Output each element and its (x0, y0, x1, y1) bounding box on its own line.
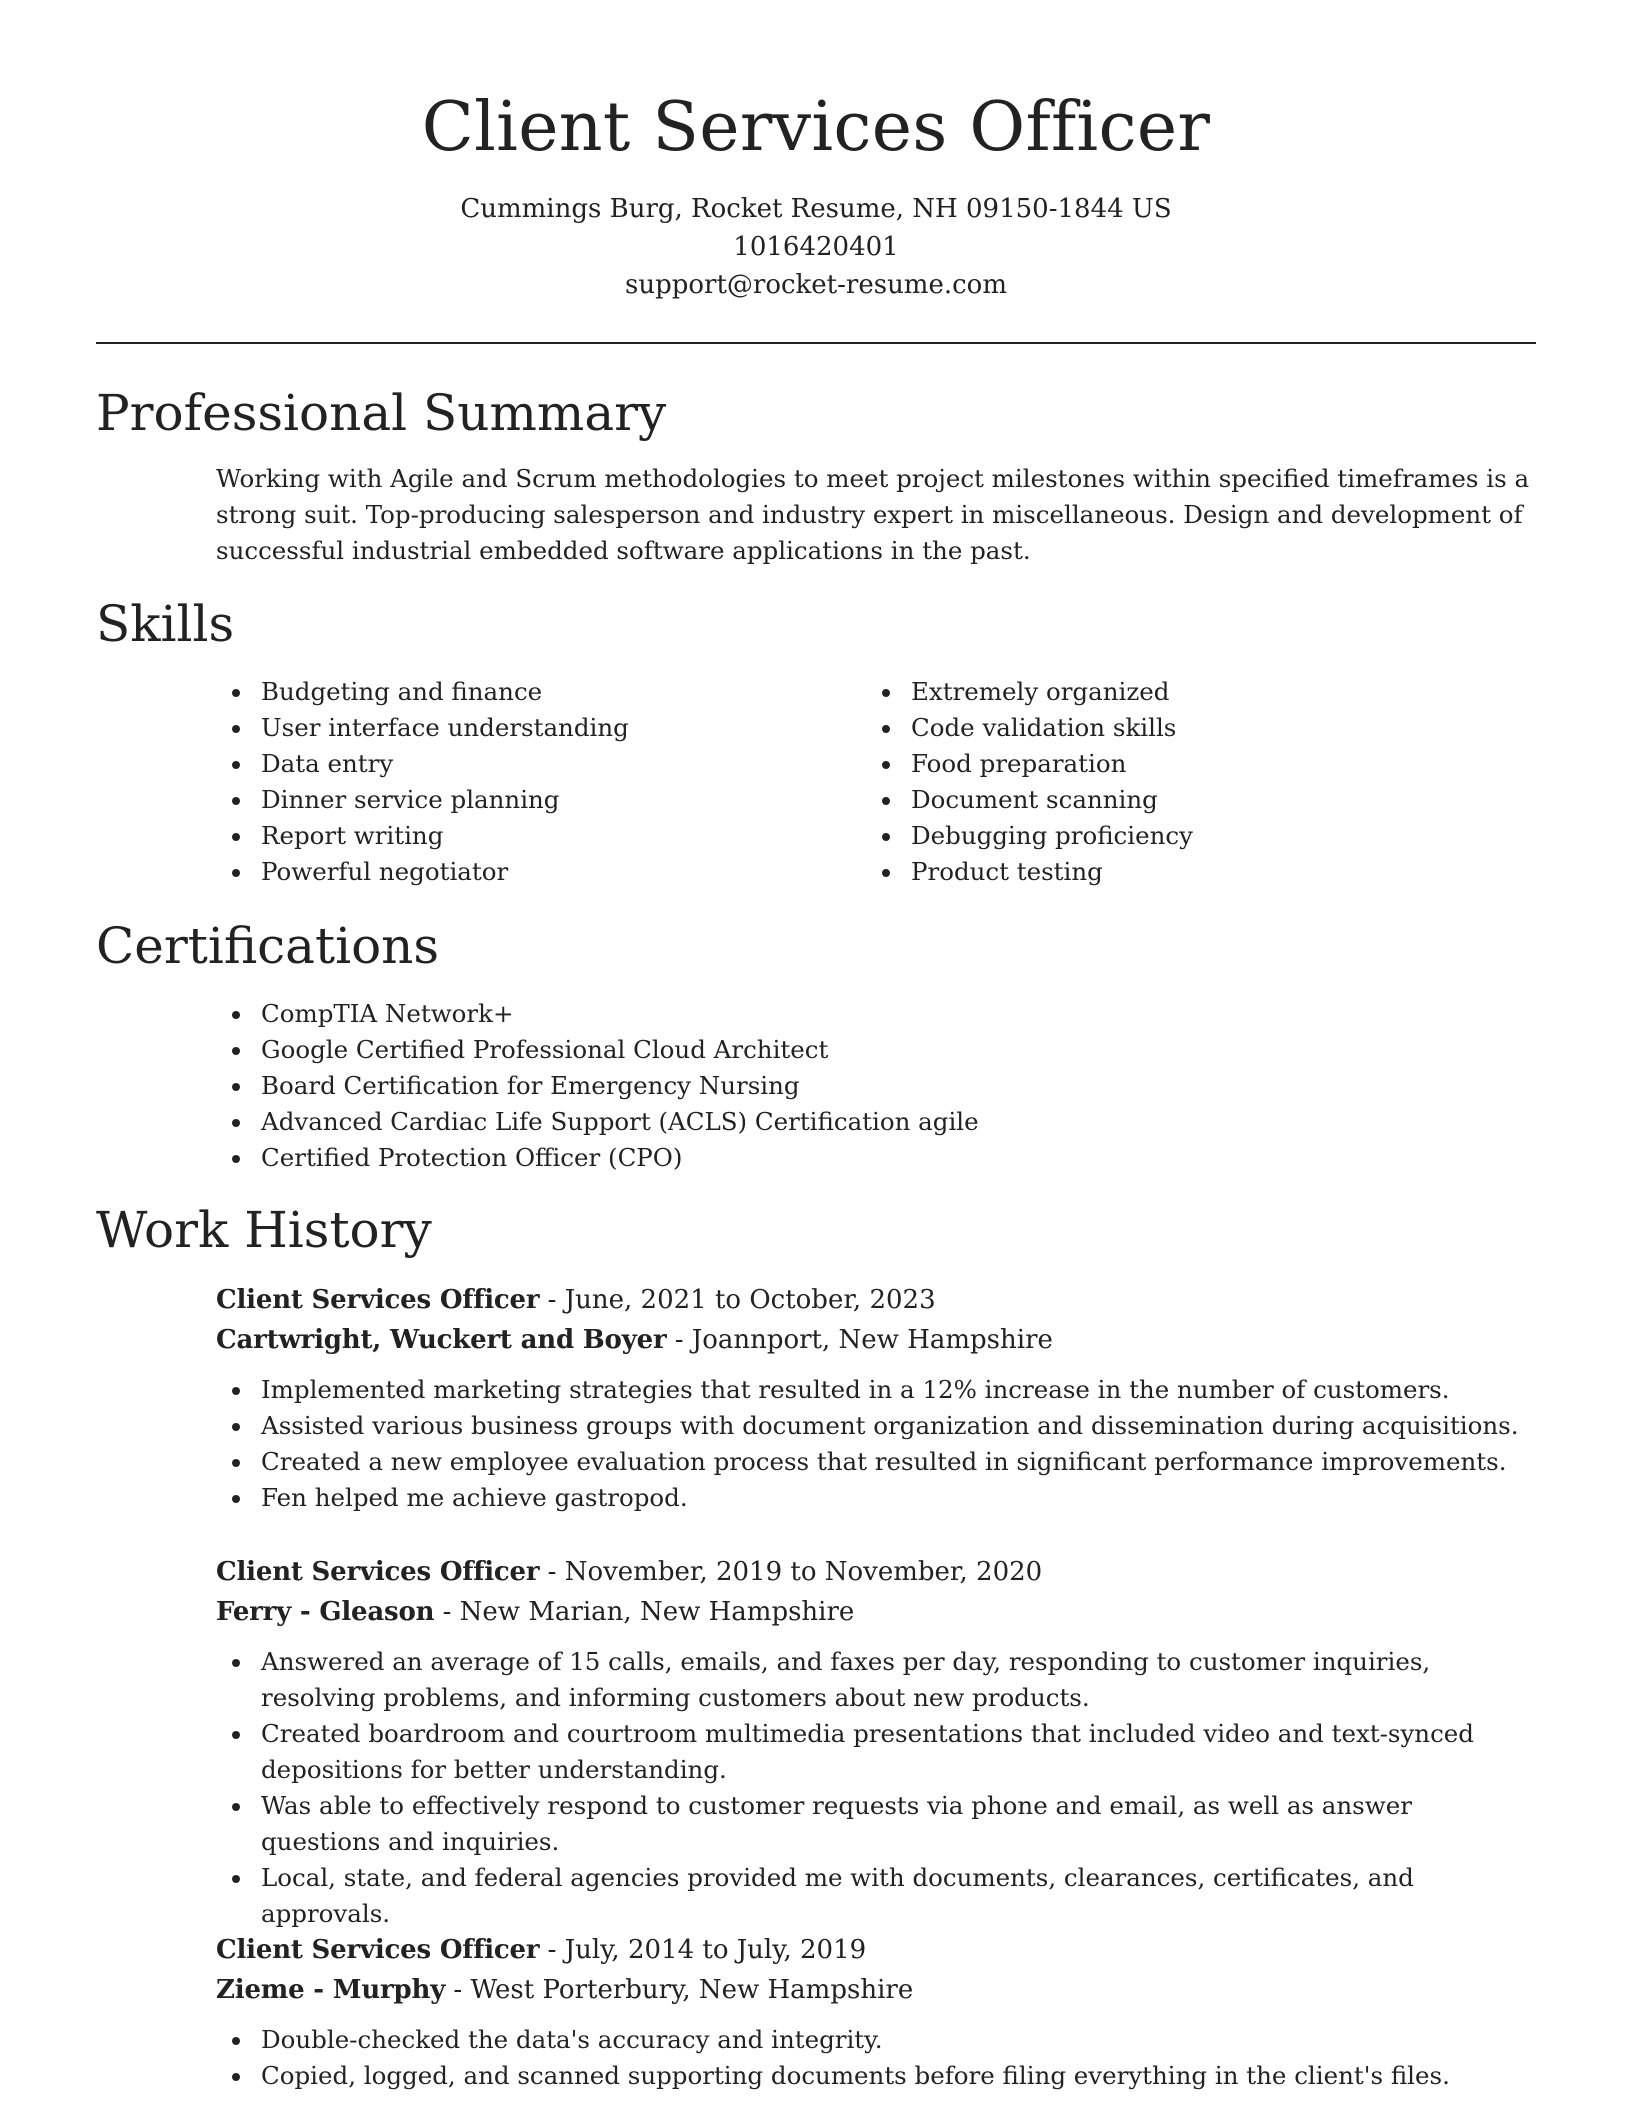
certification-item: Board Certification for Emergency Nursing (216, 1068, 1536, 1104)
job-title-line (216, 1930, 1536, 1970)
candidate-name: Client Services Officer (421, 88, 1211, 167)
contact-email: support@rocket-resume.com (624, 270, 1007, 300)
bullet-icon (882, 833, 890, 841)
skill-item: Code validation skills (866, 710, 1506, 746)
job-title: Client Services Officer (216, 1935, 540, 1965)
bullet-icon (232, 1083, 240, 1091)
skill-item: Dinner service planning (216, 782, 856, 818)
bullet-icon (232, 725, 240, 733)
bullet-icon (232, 1495, 240, 1503)
certifications-list (216, 996, 1536, 1176)
bullet-icon (882, 689, 890, 697)
job-bullet: Created a new employee evaluation process that resulted in significant performance improvements. (216, 1444, 1536, 1480)
job-bullet: Implemented marketing strategies that resulted in a 12% increase in the number of customers. (216, 1372, 1536, 1408)
job-dates: - November, 2019 to November, 2020 (539, 1557, 1043, 1587)
bullet-icon (882, 725, 890, 733)
skill-item: User interface understanding (216, 710, 856, 746)
resume-header (96, 80, 1536, 304)
skill-item: Debugging proficiency (866, 818, 1506, 854)
bullet-icon (882, 869, 890, 877)
skill-item: Budgeting and finance (216, 674, 856, 710)
bullet-icon (232, 1459, 240, 1467)
bullet-icon (232, 1875, 240, 1883)
job-bullet: Copied, logged, and scanned supporting documents before filing everything in the client's files. (216, 2058, 1536, 2094)
job-title-line (216, 1280, 1536, 1320)
certification-item: Certified Protection Officer (CPO) (216, 1140, 1536, 1176)
bullet-icon (232, 1731, 240, 1739)
bullet-icon (232, 833, 240, 841)
job-bullet: Created boardroom and courtroom multimedia presentations that included video and text-synced depositions for better understanding. (216, 1716, 1536, 1788)
summary-text: Working with Agile and Scrum methodologies to meet project milestones within specified timeframes is a strong suit. Top-producing salesperson and industry expert in miscellaneous. Design and development of successful industrial embedded software applications in the past. (216, 464, 1530, 565)
bullet-icon (232, 1119, 240, 1127)
job-bullets (216, 2022, 1536, 2094)
certification-item: Advanced Cardiac Life Support (ACLS) Certification agile (216, 1104, 1536, 1140)
bullet-icon (232, 1803, 240, 1811)
job-company: Ferry - Gleason (216, 1597, 435, 1627)
job-company: Zieme - Murphy (216, 1975, 446, 2005)
job-entry (216, 1552, 1536, 1932)
bullet-icon (232, 1423, 240, 1431)
job-location: - West Porterbury, New Hampshire (445, 1975, 914, 2005)
bullet-icon (232, 1155, 240, 1163)
job-bullets (216, 1644, 1536, 1932)
job-entry (216, 1280, 1536, 1516)
skills-list-right (866, 674, 1506, 890)
bullet-icon (232, 689, 240, 697)
skill-item: Powerful negotiator (216, 854, 856, 890)
skill-item: Product testing (866, 854, 1506, 890)
certification-item: Google Certified Professional Cloud Architect (216, 1032, 1536, 1068)
skill-item: Document scanning (866, 782, 1506, 818)
bullet-icon (232, 1387, 240, 1395)
job-company: Cartwright, Wuckert and Boyer (216, 1325, 667, 1355)
skills-heading: Skills (96, 595, 235, 653)
bullet-icon (882, 761, 890, 769)
bullet-icon (882, 797, 890, 805)
job-dates: - July, 2014 to July, 2019 (539, 1935, 867, 1965)
job-location: - New Marian, New Hampshire (434, 1597, 855, 1627)
job-company-line (216, 1320, 1536, 1360)
bullet-icon (232, 761, 240, 769)
job-title-line (216, 1552, 1536, 1592)
contact-phone: 1016420401 (733, 232, 899, 262)
work-history-heading: Work History (96, 1201, 432, 1259)
skill-item: Extremely organized (866, 674, 1506, 710)
skill-item: Report writing (216, 818, 856, 854)
bullet-icon (232, 1659, 240, 1667)
job-location: - Joannport, New Hampshire (666, 1325, 1053, 1355)
job-bullets (216, 1372, 1536, 1516)
skills-list-left (216, 674, 856, 890)
certifications-heading: Certifications (96, 917, 440, 975)
bullet-icon (232, 2037, 240, 2045)
skill-item: Data entry (216, 746, 856, 782)
bullet-icon (232, 869, 240, 877)
contact-address: Cummings Burg, Rocket Resume, NH 09150-1844 US (460, 194, 1172, 224)
job-title: Client Services Officer (216, 1557, 540, 1587)
bullet-icon (232, 2073, 240, 2081)
job-entry (216, 1930, 1536, 2094)
bullet-icon (232, 1011, 240, 1019)
job-bullet: Fen helped me achieve gastropod. (216, 1480, 1536, 1516)
job-company-line (216, 1970, 1536, 2010)
skill-item: Food preparation (866, 746, 1506, 782)
job-bullet: Local, state, and federal agencies provided me with documents, clearances, certificates, and approvals. (216, 1860, 1536, 1932)
job-title: Client Services Officer (216, 1285, 540, 1315)
header-divider (96, 342, 1536, 344)
job-bullet: Was able to effectively respond to customer requests via phone and email, as well as answer questions and inquiries. (216, 1788, 1536, 1860)
job-company-line (216, 1592, 1536, 1632)
bullet-icon (232, 797, 240, 805)
bullet-icon (232, 1047, 240, 1055)
job-dates: - June, 2021 to October, 2023 (539, 1285, 936, 1315)
summary-heading: Professional Summary (96, 384, 667, 442)
certification-item: CompTIA Network+ (216, 996, 1536, 1032)
job-bullet: Answered an average of 15 calls, emails, and faxes per day, responding to customer inquiries, resolving problems, and informing customers about new products. (216, 1644, 1536, 1716)
job-bullet: Double-checked the data's accuracy and integrity. (216, 2022, 1536, 2058)
job-bullet: Assisted various business groups with document organization and dissemination during acquisitions. (216, 1408, 1536, 1444)
